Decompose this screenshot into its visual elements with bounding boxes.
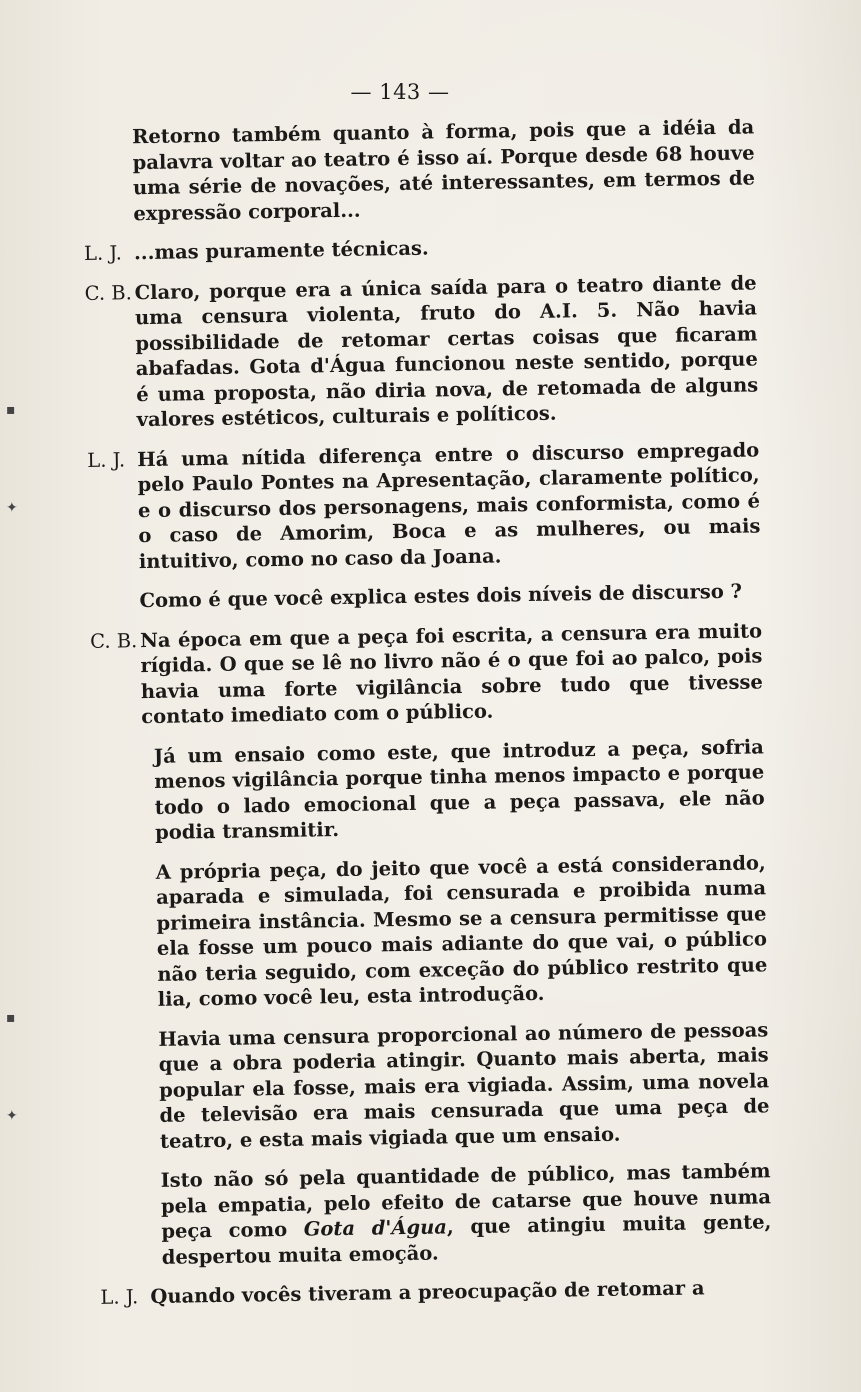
paragraph xyxy=(100,1274,772,1310)
paragraph-text: Há uma nítida diferença entre o discurso empregado pelo Paulo Pontes na Apresentação, claramente político, e o discurso dos personagens, mais conformista, como é o caso de Amorim, Boca e as mulheres, ou mais intuitivo, como no caso da Joana. xyxy=(137,437,761,573)
margin-mark-icon: ✦ xyxy=(6,1108,18,1124)
speaker-label: L. J. xyxy=(83,241,123,265)
paragraph xyxy=(84,270,758,434)
paragraph xyxy=(89,578,761,614)
speaker-label: L. J. xyxy=(100,1285,139,1309)
paragraph-text: Como é que você explica estes dois níveis de discurso ? xyxy=(139,579,743,613)
paragraph-text xyxy=(148,1158,772,1270)
paragraph-text: Claro, porque era a única saída para o teatro diante de uma censura violenta, fruto do A.I. 5. Não havia possibilidade de retomar certas coisas que ficaram abafadas. Gota d'Água funcionou neste sentido, porque é uma proposta, não diria nova, de retomada de alguns valores estéticos, culturais e políticos. xyxy=(134,270,759,432)
speaker-label xyxy=(89,588,139,614)
speaker-label xyxy=(98,1168,150,1271)
margin-mark-icon: ▪ xyxy=(6,1010,16,1026)
speaker-label xyxy=(96,1027,148,1155)
play-title: Gota d'Água xyxy=(303,1215,448,1241)
paragraph-text: Já um ensaio como este, que introduz a peça, sofria menos vigilância porque tinha menos impacto e porque todo o lado emocional que a peça passava, ele não podia transmitir. xyxy=(153,734,765,844)
speaker-label xyxy=(94,860,146,1014)
paragraph-text: ...mas puramente técnicas. xyxy=(133,236,429,265)
margin-mark-icon: ▪ xyxy=(6,402,16,418)
speaker-label: C. B. xyxy=(89,628,138,653)
paragraph xyxy=(90,618,764,731)
paragraph-text: Retorno também quanto à forma, pois que a idéia da palavra voltar ao teatro é isso aí. Porque desde 68 houve uma série de novações, até interessantes, em termos de expressão corporal... xyxy=(132,115,756,225)
paragraph xyxy=(94,850,768,1014)
speaker-label xyxy=(92,744,144,847)
speaker-label: L. J. xyxy=(87,447,126,472)
paragraph-text: A própria peça, do jeito que você a está considerando, aparada e simulada, foi censurada e proibida numa primeira instância. Mesmo se a censura permitisse que ela fosse um pouco mais adiante do que vai, o público não teria seguido, com exceção do público restrito que lia, como você leu, esta introdução. xyxy=(155,850,768,1011)
paragraph xyxy=(98,1158,772,1271)
paragraph-text: Quando vocês tiveram a preocupação de retomar a xyxy=(150,1276,705,1309)
speaker-label xyxy=(82,124,134,227)
paragraph-text: Na época em que a peça foi escrita, a censura era muito rígida. O que se lê no livro não é o que foi ao palco, pois havia uma forte vigilância sobre tudo que tivesse contato imediato com o público. xyxy=(139,618,764,729)
text-segment: Isto não só pela quantidade de público, mas também pela empatia, pelo efeito de catarse que houve numa peça como xyxy=(160,1159,772,1243)
paragraph xyxy=(92,734,766,847)
interview-text xyxy=(82,114,773,1310)
paragraph xyxy=(82,114,756,227)
margin-mark-icon: ✦ xyxy=(6,500,18,516)
speaker-label: C. B. xyxy=(84,280,132,305)
paragraph xyxy=(84,230,756,266)
paragraph-text: Havia uma censura proporcional ao número de pessoas que a obra poderia atingir. Quanto mais aberta, mais popular ela fosse, mais era vigiada. Assim, uma novela de televisão era mais censurada que uma peça de teatro, e esta mais vigiada que um ensaio. xyxy=(158,1017,770,1153)
paragraph xyxy=(87,437,761,575)
paragraph xyxy=(96,1017,770,1155)
page-number: — 143 — xyxy=(350,80,450,104)
text-segment: , que atingiu muita gente, despertou muita emoção. xyxy=(161,1210,772,1269)
